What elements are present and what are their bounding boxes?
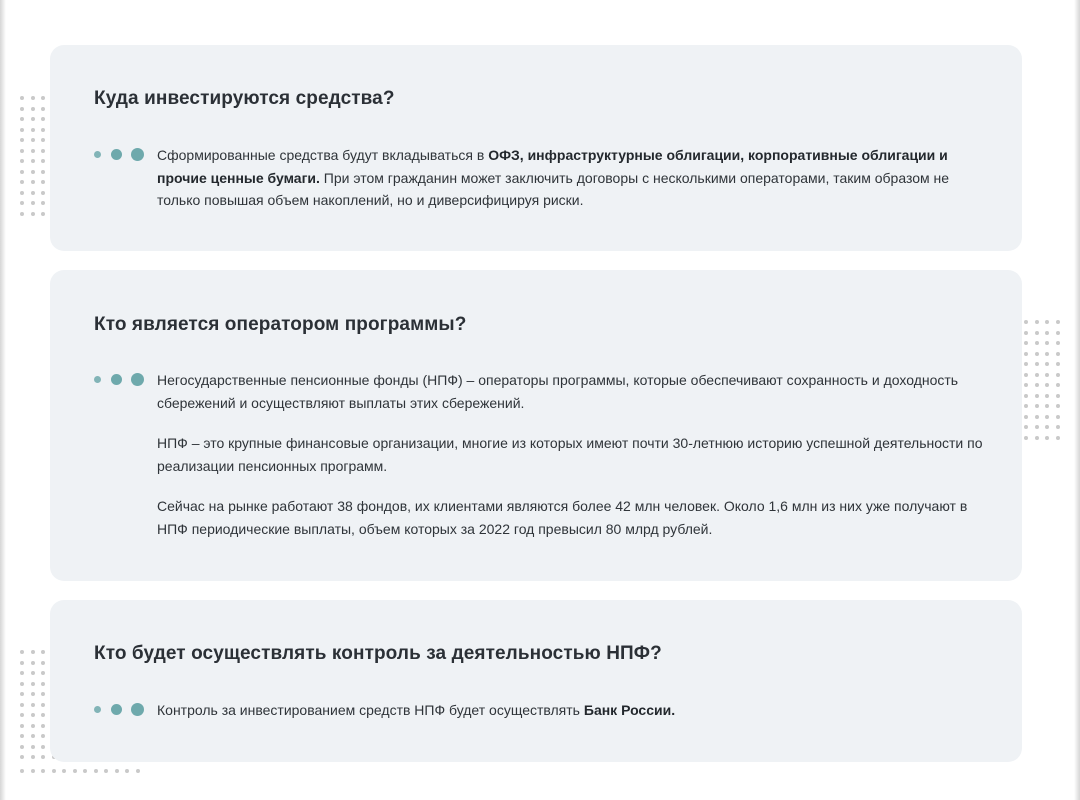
decor-dot [1045, 373, 1049, 377]
decor-dot [1045, 404, 1049, 408]
card-paragraph: Сформированные средства будут вкладываться в ОФЗ, инфраструктурные облигации, корпоративные облигации и прочие ценные бумаги. При этом гражданин может заключить договоры с несколькими операторами, таким образом не только повышая объем накоплений, но и диверсифицируя риски. [157, 147, 950, 208]
decor-dot [20, 128, 24, 132]
decor-dot [20, 96, 24, 100]
decor-dot [1035, 383, 1039, 387]
decor-dot [31, 180, 35, 184]
decor-dot [41, 769, 45, 773]
decor-dot [1056, 320, 1060, 324]
decor-dot [1035, 341, 1039, 345]
decor-dot [41, 128, 45, 132]
decor-dot [20, 703, 24, 707]
decor-dot [41, 170, 45, 174]
decor-dot [1024, 404, 1028, 408]
decor-dot [1045, 362, 1049, 366]
decor-dot [41, 703, 45, 707]
decor-dot [125, 769, 129, 773]
decor-dot-grid-bottom-row [20, 769, 146, 780]
page-edge-left [0, 0, 6, 800]
decor-dot [20, 107, 24, 111]
decor-dot [1024, 415, 1028, 419]
decor-dot [83, 769, 87, 773]
decor-dot [20, 713, 24, 717]
decor-dot [1035, 373, 1039, 377]
decor-dot [41, 201, 45, 205]
decor-dot [1035, 362, 1039, 366]
decor-dot [31, 212, 35, 216]
decor-dot [1056, 352, 1060, 356]
decor-dot [1035, 331, 1039, 335]
decor-dot [31, 745, 35, 749]
decor-dot [1035, 394, 1039, 398]
decor-dot [1056, 425, 1060, 429]
decor-dot [41, 734, 45, 738]
decor-dot [31, 755, 35, 759]
decor-dot [31, 201, 35, 205]
decor-dot [62, 769, 66, 773]
faq-card-operator [50, 270, 1022, 581]
decor-dot [41, 682, 45, 686]
decor-dot [20, 661, 24, 665]
decor-dot [115, 769, 119, 773]
decor-dot [1024, 341, 1028, 345]
decor-dot [20, 138, 24, 142]
decor-dot [31, 769, 35, 773]
decor-dot [1035, 415, 1039, 419]
decor-dot [1024, 425, 1028, 429]
decor-dot [20, 692, 24, 696]
bullet-dots-icon [94, 702, 146, 716]
decor-dot [20, 671, 24, 675]
decor-dot [20, 745, 24, 749]
decor-dot [31, 191, 35, 195]
card-body [157, 369, 987, 540]
decor-dot [1024, 394, 1028, 398]
decor-dot [31, 671, 35, 675]
card-paragraph: Негосударственные пенсионные фонды (НПФ) – операторы программы, которые обеспечивают сохранность и доходность сбережений и осуществляют выплаты этих сбережений. [157, 372, 959, 411]
decor-dot [20, 149, 24, 153]
decor-dot [20, 724, 24, 728]
decor-dot [31, 734, 35, 738]
decor-dot [1035, 352, 1039, 356]
card-paragraph: Сейчас на рынке работают 38 фондов, их клиентами являются более 42 млн человек. Около 1,6 млн из них уже получают в НПФ периодические выплаты, объем которых за 2022 год превысил 80 млрд рублей. [157, 498, 968, 537]
decor-dot [41, 96, 45, 100]
decor-dot [94, 769, 98, 773]
decor-dot [31, 170, 35, 174]
decor-dot [1045, 415, 1049, 419]
decor-dot [31, 128, 35, 132]
decor-dot [1056, 373, 1060, 377]
decor-dot [41, 212, 45, 216]
decor-dot [31, 661, 35, 665]
bullet-dots-icon [94, 372, 146, 386]
decor-dot [1024, 373, 1028, 377]
decor-dot [31, 149, 35, 153]
card-paragraph: НПФ – это крупные финансовые организации, многие из которых имеют почти 30-летнюю историю успешной деятельности по реализации пенсионных программ. [157, 435, 983, 474]
decor-dot [20, 755, 24, 759]
decor-dot [41, 138, 45, 142]
card-title: Куда инвестируются средства? [94, 88, 395, 109]
decor-dot [20, 734, 24, 738]
decor-dot [1045, 320, 1049, 324]
decor-dot [1045, 436, 1049, 440]
decor-dot [1045, 394, 1049, 398]
card-title: Кто будет осуществлять контроль за деятельностью НПФ? [94, 643, 662, 664]
decor-dot [20, 117, 24, 121]
decor-dot [136, 769, 140, 773]
decor-dot [41, 650, 45, 654]
decor-dot [31, 682, 35, 686]
faq-card-investments [50, 45, 1022, 251]
bullet-dots-icon [94, 147, 146, 161]
decor-dot [41, 661, 45, 665]
card-body [157, 144, 987, 212]
decor-dot [1035, 436, 1039, 440]
decor-dot-grid-right [1024, 320, 1066, 446]
decor-dot [52, 769, 56, 773]
decor-dot [31, 724, 35, 728]
card-title: Кто является оператором программы? [94, 314, 467, 335]
decor-dot [31, 692, 35, 696]
decor-dot [31, 703, 35, 707]
decor-dot [41, 191, 45, 195]
decor-dot [20, 180, 24, 184]
decor-dot [20, 201, 24, 205]
decor-dot [1056, 415, 1060, 419]
decor-dot [41, 671, 45, 675]
decor-dot [41, 107, 45, 111]
decor-dot [1024, 362, 1028, 366]
decor-dot [73, 769, 77, 773]
decor-dot [104, 769, 108, 773]
decor-dot [41, 745, 45, 749]
decor-dot [20, 682, 24, 686]
page-edge-right [1074, 0, 1080, 800]
faq-card-oversight [50, 600, 1022, 762]
decor-dot [1024, 352, 1028, 356]
decor-dot [1056, 436, 1060, 440]
decor-dot [1035, 425, 1039, 429]
decor-dot [20, 170, 24, 174]
decor-dot [41, 117, 45, 121]
decor-dot [20, 212, 24, 216]
decor-dot [1024, 331, 1028, 335]
decor-dot [1056, 362, 1060, 366]
decor-dot [31, 159, 35, 163]
decor-dot [31, 107, 35, 111]
decor-dot [20, 650, 24, 654]
decor-dot [41, 180, 45, 184]
decor-dot [41, 149, 45, 153]
decor-dot [20, 191, 24, 195]
card-paragraph: Контроль за инвестированием средств НПФ будет осуществлять Банк России. [157, 702, 676, 718]
decor-dot [1056, 341, 1060, 345]
decor-dot [1024, 383, 1028, 387]
card-body [157, 699, 987, 722]
decor-dot [1024, 320, 1028, 324]
decor-dot [1056, 404, 1060, 408]
decor-dot [41, 724, 45, 728]
decor-dot [31, 138, 35, 142]
decor-dot [20, 769, 24, 773]
decor-dot [41, 692, 45, 696]
decor-dot [1035, 320, 1039, 324]
decor-dot [1056, 383, 1060, 387]
decor-dot [1035, 404, 1039, 408]
decor-dot [41, 755, 45, 759]
decor-dot [41, 713, 45, 717]
decor-dot [31, 117, 35, 121]
decor-dot [41, 159, 45, 163]
decor-dot [1056, 394, 1060, 398]
decor-dot [31, 713, 35, 717]
decor-dot [1045, 352, 1049, 356]
decor-dot [1056, 331, 1060, 335]
decor-dot [31, 96, 35, 100]
decor-dot [1045, 341, 1049, 345]
decor-dot [20, 159, 24, 163]
decor-dot [1045, 331, 1049, 335]
decor-dot [1024, 436, 1028, 440]
decor-dot [1045, 383, 1049, 387]
decor-dot [31, 650, 35, 654]
decor-dot [1045, 425, 1049, 429]
